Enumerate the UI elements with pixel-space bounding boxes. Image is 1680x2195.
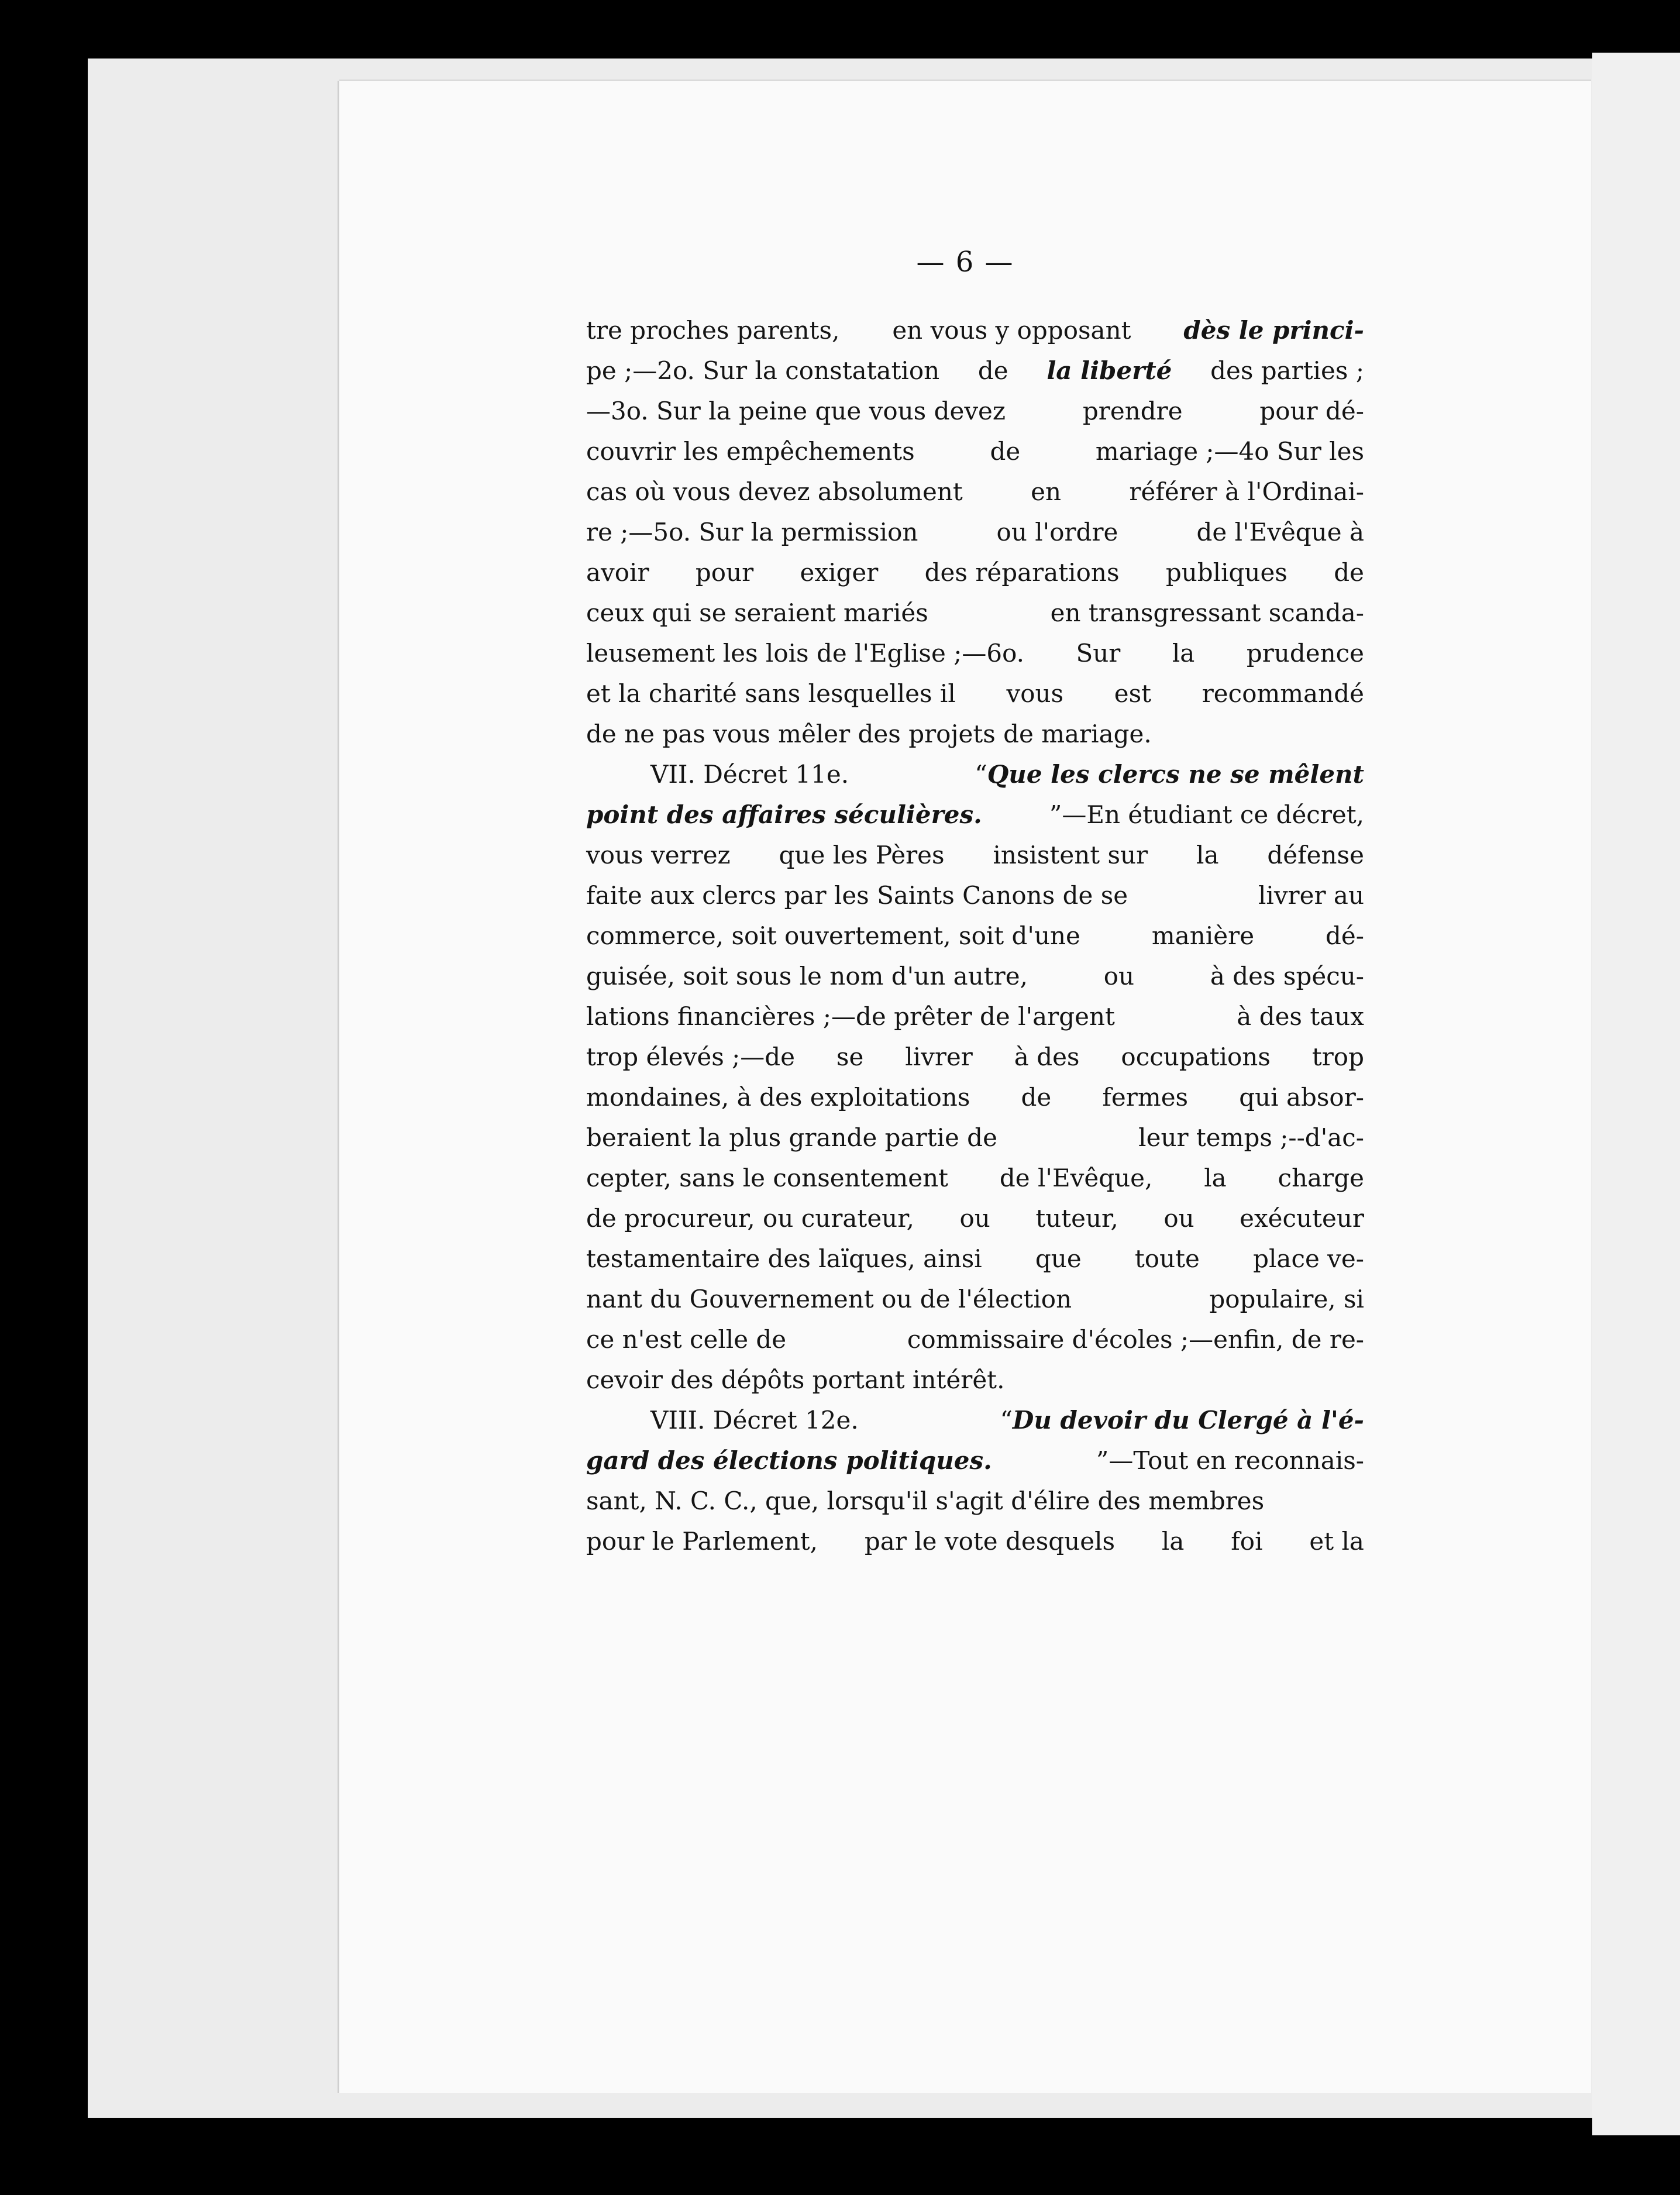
- text-line: [586, 835, 1364, 875]
- decree-title-cont: gard des élections politiques.: [586, 1446, 992, 1475]
- text-segment: tre proches parents,: [586, 316, 840, 345]
- text-segment: et la: [1309, 1527, 1364, 1556]
- text-segment: à des: [1014, 1043, 1080, 1071]
- text-segment: manière: [1151, 921, 1255, 950]
- text-segment: tuteur,: [1035, 1204, 1118, 1233]
- text-line: [586, 431, 1364, 472]
- text-line: [586, 1077, 1364, 1117]
- page-number: — 6 —: [916, 246, 1014, 278]
- text-segment: insistent sur: [993, 841, 1148, 869]
- text-segment: mariage ;—4o Sur les: [1095, 437, 1364, 466]
- text-line: [586, 1521, 1364, 1561]
- text-line: [586, 714, 1364, 754]
- text-segment: ou l'ordre: [996, 518, 1118, 546]
- text-line: [586, 633, 1364, 673]
- text-segment: ce n'est celle de: [586, 1325, 787, 1354]
- text-segment: de l'Evêque à: [1196, 518, 1364, 546]
- text-segment: avoir: [586, 558, 649, 587]
- text-segment: à des spécu-: [1210, 962, 1364, 990]
- text-segment: vous: [1006, 679, 1064, 708]
- text-line: [586, 310, 1364, 350]
- text-segment: trop élevés ;—de: [586, 1043, 795, 1071]
- text-line: [586, 350, 1364, 391]
- text-segment: faite aux clercs par les Saints Canons de se: [586, 881, 1128, 910]
- text-segment: ou: [1103, 962, 1135, 990]
- text-segment: pour: [695, 558, 754, 587]
- text-segment: commissaire d'écoles ;—enfin, de re-: [907, 1325, 1364, 1354]
- text-segment: re ;—5o. Sur la permission: [586, 518, 918, 546]
- text-segment: des parties ;: [1210, 356, 1364, 385]
- text-segment: place ve-: [1253, 1244, 1364, 1273]
- text-line: [586, 1279, 1364, 1319]
- text-line: [586, 794, 1364, 835]
- text-segment: de: [977, 356, 1008, 385]
- text-segment: de procureur, ou curateur,: [586, 1204, 915, 1233]
- text-line: [586, 1400, 1364, 1440]
- decree-heading: VII. Décret 11e.: [650, 760, 849, 789]
- text-line: [586, 552, 1364, 593]
- text-segment: de: [1334, 558, 1364, 587]
- text-segment: populaire, si: [1209, 1285, 1364, 1313]
- paragraph-2-lines: [586, 835, 1364, 1400]
- text-line: [586, 1481, 1364, 1521]
- text-segment: toute: [1134, 1244, 1200, 1273]
- text-segment: nant du Gouvernement ou de l'élection: [586, 1285, 1072, 1313]
- text-segment: exiger: [800, 558, 879, 587]
- text-line: [586, 472, 1364, 512]
- text-segment: des réparations: [924, 558, 1120, 587]
- decree-heading: VIII. Décret 12e.: [650, 1406, 859, 1434]
- text-segment: dès le princi-: [1183, 316, 1364, 345]
- text-line: [586, 1360, 1364, 1400]
- text-line: [586, 1117, 1364, 1158]
- decree-title: Du devoir du Clergé à l'é-: [1012, 1406, 1364, 1434]
- text-segment: pe ;—2o. Sur la constatation: [586, 356, 940, 385]
- text-line: [586, 1198, 1364, 1238]
- text-segment: testamentaire des laïques, ainsi: [586, 1244, 982, 1273]
- text-segment: ou: [1163, 1204, 1194, 1233]
- text-line: [586, 1238, 1364, 1279]
- text-segment: la: [1161, 1527, 1185, 1556]
- text-segment: exécuteur: [1240, 1204, 1364, 1233]
- text-segment: pour dé-: [1259, 397, 1364, 425]
- text-line: [586, 875, 1364, 916]
- text-segment: fermes: [1102, 1083, 1189, 1112]
- text-segment: la: [1196, 841, 1219, 869]
- text-segment: référer à l'Ordinai-: [1129, 477, 1364, 506]
- text-line: [586, 956, 1364, 996]
- text-segment: ”—Tout en reconnais-: [1096, 1446, 1364, 1475]
- text-segment: dé-: [1326, 921, 1364, 950]
- text-segment: est: [1114, 679, 1152, 708]
- text-segment: que: [1035, 1244, 1082, 1273]
- paragraph-2: [586, 754, 1364, 1400]
- paragraph-3: [586, 1400, 1364, 1561]
- text-segment: de ne pas vous mêler des projets de mariage.: [586, 720, 1152, 748]
- decree-title: Que les clercs ne se mêlent: [987, 760, 1364, 789]
- text-segment: lations financières ;—de prêter de l'argent: [586, 1002, 1115, 1031]
- text-line: [586, 673, 1364, 714]
- text-line: [586, 916, 1364, 956]
- text-segment: publiques: [1165, 558, 1287, 587]
- text-segment: cepter, sans le consentement: [586, 1164, 949, 1192]
- text-segment: de l'Evêque,: [999, 1164, 1153, 1192]
- text-segment: par le vote desquels: [864, 1527, 1116, 1556]
- text-segment: qui absor-: [1239, 1083, 1364, 1112]
- text-line: [586, 1037, 1364, 1077]
- text-segment: trop: [1311, 1043, 1364, 1071]
- text-segment: livrer au: [1258, 881, 1364, 910]
- text-segment: en: [1031, 477, 1062, 506]
- text-segment: leur temps ;--d'ac-: [1138, 1123, 1364, 1152]
- text-segment: sant, N. C. C., que, lorsqu'il s'agit d'élire des membres: [586, 1487, 1265, 1515]
- text-segment: pour le Parlement,: [586, 1527, 818, 1556]
- text-segment: mondaines, à des exploitations: [586, 1083, 970, 1112]
- text-segment: ceux qui se seraient mariés: [586, 598, 928, 627]
- text-line: [586, 754, 1364, 794]
- text-segment: de: [990, 437, 1021, 466]
- text-segment: foi: [1231, 1527, 1263, 1556]
- decree-title-cont: point des affaires séculières.: [586, 800, 982, 829]
- text-segment: en vous y opposant: [892, 316, 1131, 345]
- text-segment: occupations: [1121, 1043, 1271, 1071]
- quote-mark: “: [1000, 1406, 1013, 1434]
- text-segment: charge: [1278, 1164, 1364, 1192]
- text-line: [586, 996, 1364, 1037]
- text-segment: beraient la plus grande partie de: [586, 1123, 997, 1152]
- text-line: [586, 1158, 1364, 1198]
- text-segment: la liberté: [1046, 356, 1172, 385]
- text-line: [586, 593, 1364, 633]
- text-segment: et la charité sans lesquelles il: [586, 679, 956, 708]
- text-segment: cas où vous devez absolument: [586, 477, 963, 506]
- quote-mark: “: [975, 760, 987, 789]
- text-segment: livrer: [905, 1043, 973, 1071]
- text-segment: défense: [1267, 841, 1364, 869]
- text-segment: se: [836, 1043, 864, 1071]
- text-segment: en transgressant scanda-: [1050, 598, 1364, 627]
- text-segment: leusement les lois de l'Eglise ;—6o.: [586, 639, 1024, 668]
- text-segment: Sur: [1076, 639, 1121, 668]
- text-segment: de: [1021, 1083, 1052, 1112]
- paragraph-3-lines: [586, 1481, 1364, 1561]
- text-segment: couvrir les empêchements: [586, 437, 915, 466]
- text-segment: la: [1172, 639, 1195, 668]
- text-segment: commerce, soit ouvertement, soit d'une: [586, 921, 1080, 950]
- text-segment: —3o. Sur la peine que vous devez: [586, 397, 1006, 425]
- text-line: [586, 1319, 1364, 1360]
- text-segment: la: [1204, 1164, 1227, 1192]
- text-segment: vous verrez: [586, 841, 731, 869]
- text-segment: que les Pères: [779, 841, 945, 869]
- text-line: [586, 1440, 1364, 1481]
- text-segment: recommandé: [1202, 679, 1364, 708]
- text-segment: prendre: [1082, 397, 1183, 425]
- text-segment: ”—En étudiant ce décret,: [1049, 800, 1364, 829]
- text-segment: prudence: [1246, 639, 1364, 668]
- text-segment: cevoir des dépôts portant intérêt.: [586, 1365, 1005, 1394]
- paragraph-1: [586, 310, 1364, 754]
- page: [339, 81, 1591, 2093]
- text-segment: à des taux: [1237, 1002, 1364, 1031]
- text-segment: ou: [959, 1204, 990, 1233]
- text-line: [586, 391, 1364, 431]
- text-line: [586, 512, 1364, 552]
- body-text: [586, 310, 1364, 1561]
- text-segment: guisée, soit sous le nom d'un autre,: [586, 962, 1028, 990]
- adjacent-sheet-edge: [1592, 53, 1680, 2135]
